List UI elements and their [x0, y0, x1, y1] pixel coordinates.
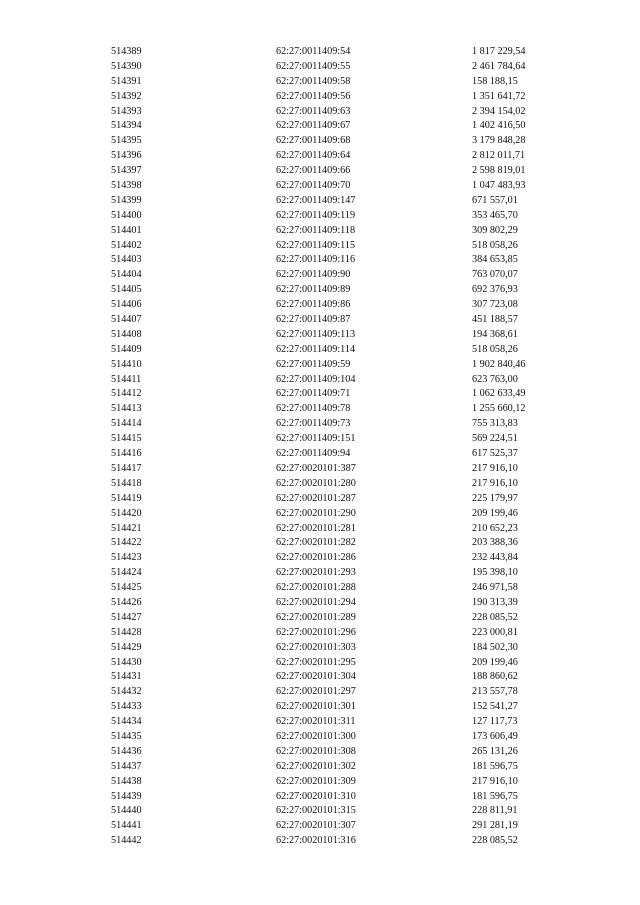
table-row	[0, 536, 640, 551]
table-row	[0, 283, 640, 298]
cadastral-number-cell: 62:27:0020101:308	[276, 745, 356, 757]
amount-cell: 181 596,75	[472, 760, 518, 772]
amount-cell: 2 598 819,01	[472, 165, 526, 177]
table-row	[0, 760, 640, 775]
row-number-cell: 514436	[111, 745, 142, 757]
row-number-cell: 514441	[111, 820, 142, 832]
row-number-cell: 514390	[111, 60, 142, 72]
amount-cell: 1 817 229,54	[472, 46, 526, 57]
amount-cell: 291 281,19	[472, 820, 518, 832]
cadastral-number-cell: 62:27:0011409:147	[276, 194, 356, 206]
table-row	[0, 670, 640, 685]
amount-cell: 755 313,83	[472, 418, 518, 430]
row-number-cell: 514423	[111, 552, 142, 564]
cadastral-number-cell: 62:27:0020101:287	[276, 492, 356, 504]
cadastral-number-cell: 62:27:0011409:89	[276, 284, 351, 296]
table-row	[0, 745, 640, 760]
cadastral-number-cell: 62:27:0011409:119	[276, 209, 356, 221]
row-number-cell: 514409	[111, 343, 142, 355]
row-number-cell: 514389	[111, 46, 142, 57]
amount-cell: 127 117,73	[472, 716, 518, 728]
row-number-cell: 514395	[111, 135, 142, 147]
row-number-cell: 514405	[111, 284, 142, 296]
table-row	[0, 477, 640, 492]
row-number-cell: 514426	[111, 596, 142, 608]
amount-cell: 2 461 784,64	[472, 60, 526, 72]
amount-cell: 158 188,15	[472, 75, 518, 87]
cadastral-number-cell: 62:27:0011409:118	[276, 224, 356, 236]
row-number-cell: 514425	[111, 582, 142, 594]
table-row	[0, 834, 640, 849]
table-row	[0, 149, 640, 164]
cadastral-number-cell: 62:27:0020101:282	[276, 537, 356, 549]
table-row	[0, 119, 640, 134]
amount-cell: 209 199,46	[472, 507, 518, 519]
cadastral-number-cell: 62:27:0020101:387	[276, 462, 356, 474]
amount-cell: 3 179 848,28	[472, 135, 526, 147]
amount-cell: 2 812 011,71	[472, 150, 526, 162]
table-row	[0, 387, 640, 402]
table-row	[0, 641, 640, 656]
cadastral-number-cell: 62:27:0011409:56	[276, 90, 351, 102]
cadastral-number-cell: 62:27:0011409:87	[276, 314, 351, 326]
amount-cell: 228 085,52	[472, 835, 518, 847]
amount-cell: 213 557,78	[472, 686, 518, 698]
cadastral-number-cell: 62:27:0020101:311	[276, 716, 356, 728]
cadastral-number-cell: 62:27:0011409:67	[276, 120, 351, 132]
row-number-cell: 514429	[111, 641, 142, 653]
table-row	[0, 611, 640, 626]
row-number-cell: 514416	[111, 448, 142, 460]
amount-cell: 763 070,07	[472, 269, 518, 281]
row-number-cell: 514435	[111, 730, 142, 742]
cadastral-number-cell: 62:27:0020101:280	[276, 477, 356, 489]
cadastral-number-cell: 62:27:0011409:64	[276, 150, 351, 162]
cadastral-number-cell: 62:27:0020101:281	[276, 522, 356, 534]
amount-cell: 309 802,29	[472, 224, 518, 236]
table-row	[0, 730, 640, 745]
table-row	[0, 268, 640, 283]
cadastral-number-cell: 62:27:0020101:315	[276, 805, 356, 817]
table-row	[0, 715, 640, 730]
amount-cell: 188 860,62	[472, 671, 518, 683]
row-number-cell: 514432	[111, 686, 142, 698]
amount-cell: 617 525,37	[472, 448, 518, 460]
row-number-cell: 514433	[111, 701, 142, 713]
row-number-cell: 514408	[111, 328, 142, 340]
table-row	[0, 194, 640, 209]
row-number-cell: 514412	[111, 388, 142, 400]
cadastral-number-cell: 62:27:0011409:104	[276, 373, 356, 385]
row-number-cell: 514393	[111, 105, 142, 117]
row-number-cell: 514430	[111, 656, 142, 668]
row-number-cell: 514414	[111, 418, 142, 430]
amount-cell: 194 368,61	[472, 328, 518, 340]
cadastral-number-cell: 62:27:0011409:86	[276, 299, 351, 311]
row-number-cell: 514440	[111, 805, 142, 817]
cadastral-number-cell: 62:27:0020101:301	[276, 701, 356, 713]
table-row	[0, 328, 640, 343]
table-row	[0, 358, 640, 373]
table-row	[0, 656, 640, 671]
amount-cell: 518 058,26	[472, 239, 518, 251]
table-row	[0, 298, 640, 313]
cadastral-number-cell: 62:27:0011409:114	[276, 343, 356, 355]
row-number-cell: 514391	[111, 75, 142, 87]
amount-cell: 232 443,84	[472, 552, 518, 564]
cadastral-number-cell: 62:27:0011409:90	[276, 269, 351, 281]
cadastral-number-cell: 62:27:0020101:310	[276, 790, 356, 802]
cadastral-number-cell: 62:27:0020101:288	[276, 582, 356, 594]
cadastral-number-cell: 62:27:0011409:94	[276, 448, 351, 460]
cadastral-number-cell: 62:27:0011409:113	[276, 328, 356, 340]
table-row	[0, 507, 640, 522]
amount-cell: 1 062 633,49	[472, 388, 526, 400]
amount-cell: 569 224,51	[472, 433, 518, 445]
table-row	[0, 75, 640, 90]
amount-cell: 692 376,93	[472, 284, 518, 296]
row-number-cell: 514399	[111, 194, 142, 206]
table-row	[0, 343, 640, 358]
amount-cell: 173 606,49	[472, 730, 518, 742]
table-row	[0, 581, 640, 596]
row-number-cell: 514407	[111, 314, 142, 326]
cadastral-number-cell: 62:27:0011409:116	[276, 254, 356, 266]
table-row	[0, 209, 640, 224]
cadastral-number-cell: 62:27:0011409:54	[276, 46, 351, 57]
row-number-cell: 514437	[111, 760, 142, 772]
row-number-cell: 514394	[111, 120, 142, 132]
row-number-cell: 514428	[111, 626, 142, 638]
cadastral-number-cell: 62:27:0020101:304	[276, 671, 356, 683]
amount-cell: 181 596,75	[472, 790, 518, 802]
table-row	[0, 596, 640, 611]
amount-cell: 217 916,10	[472, 775, 518, 787]
cadastral-number-cell: 62:27:0020101:293	[276, 567, 356, 579]
table-row	[0, 775, 640, 790]
row-number-cell: 514404	[111, 269, 142, 281]
amount-cell: 228 811,91	[472, 805, 518, 817]
amount-cell: 353 465,70	[472, 209, 518, 221]
cadastral-number-cell: 62:27:0011409:151	[276, 433, 356, 445]
row-number-cell: 514431	[111, 671, 142, 683]
amount-cell: 518 058,26	[472, 343, 518, 355]
row-number-cell: 514421	[111, 522, 142, 534]
amount-cell: 1 351 641,72	[472, 90, 526, 102]
amount-cell: 1 047 483,93	[472, 180, 526, 192]
amount-cell: 451 188,57	[472, 314, 518, 326]
cadastral-number-cell: 62:27:0020101:303	[276, 641, 356, 653]
cadastral-number-cell: 62:27:0020101:290	[276, 507, 356, 519]
table-row	[0, 522, 640, 537]
cadastral-number-cell: 62:27:0020101:307	[276, 820, 356, 832]
amount-cell: 223 000,81	[472, 626, 518, 638]
table-row	[0, 447, 640, 462]
cadastral-number-cell: 62:27:0011409:63	[276, 105, 351, 117]
cadastral-number-cell: 62:27:0011409:71	[276, 388, 351, 400]
row-number-cell: 514424	[111, 567, 142, 579]
table-row	[0, 239, 640, 254]
table-row	[0, 60, 640, 75]
cadastral-number-cell: 62:27:0011409:55	[276, 60, 351, 72]
table-row	[0, 253, 640, 268]
amount-cell: 210 652,23	[472, 522, 518, 534]
cadastral-number-cell: 62:27:0020101:309	[276, 775, 356, 787]
table-row	[0, 432, 640, 447]
row-number-cell: 514392	[111, 90, 142, 102]
amount-cell: 225 179,97	[472, 492, 518, 504]
row-number-cell: 514396	[111, 150, 142, 162]
data-table	[0, 45, 640, 849]
table-row	[0, 134, 640, 149]
amount-cell: 190 313,39	[472, 596, 518, 608]
cadastral-number-cell: 62:27:0020101:297	[276, 686, 356, 698]
row-number-cell: 514419	[111, 492, 142, 504]
cadastral-number-cell: 62:27:0020101:302	[276, 760, 356, 772]
table-row	[0, 105, 640, 120]
row-number-cell: 514406	[111, 299, 142, 311]
amount-cell: 2 394 154,02	[472, 105, 526, 117]
table-row	[0, 373, 640, 388]
row-number-cell: 514411	[111, 373, 142, 385]
row-number-cell: 514427	[111, 611, 142, 623]
row-number-cell: 514422	[111, 537, 142, 549]
amount-cell: 384 653,85	[472, 254, 518, 266]
row-number-cell: 514420	[111, 507, 142, 519]
table-row	[0, 566, 640, 581]
amount-cell: 623 763,00	[472, 373, 518, 385]
cadastral-number-cell: 62:27:0020101:294	[276, 596, 356, 608]
amount-cell: 1 402 416,50	[472, 120, 526, 132]
row-number-cell: 514410	[111, 358, 142, 370]
cadastral-number-cell: 62:27:0011409:68	[276, 135, 351, 147]
amount-cell: 307 723,08	[472, 299, 518, 311]
row-number-cell: 514398	[111, 180, 142, 192]
table-row	[0, 462, 640, 477]
table-row	[0, 790, 640, 805]
row-number-cell: 514418	[111, 477, 142, 489]
cadastral-number-cell: 62:27:0011409:58	[276, 75, 351, 87]
amount-cell: 671 557,01	[472, 194, 518, 206]
row-number-cell: 514442	[111, 835, 142, 847]
table-row	[0, 90, 640, 105]
amount-cell: 228 085,52	[472, 611, 518, 623]
table-row	[0, 224, 640, 239]
table-row	[0, 700, 640, 715]
row-number-cell: 514434	[111, 716, 142, 728]
cadastral-number-cell: 62:27:0020101:295	[276, 656, 356, 668]
row-number-cell: 514439	[111, 790, 142, 802]
cadastral-number-cell: 62:27:0020101:286	[276, 552, 356, 564]
table-row	[0, 45, 640, 60]
table-row	[0, 804, 640, 819]
cadastral-number-cell: 62:27:0011409:59	[276, 358, 351, 370]
table-row	[0, 685, 640, 700]
table-row	[0, 417, 640, 432]
cadastral-number-cell: 62:27:0011409:73	[276, 418, 351, 430]
row-number-cell: 514413	[111, 403, 142, 415]
amount-cell: 203 388,36	[472, 537, 518, 549]
table-row	[0, 492, 640, 507]
table-row	[0, 402, 640, 417]
cadastral-number-cell: 62:27:0011409:78	[276, 403, 351, 415]
row-number-cell: 514417	[111, 462, 142, 474]
row-number-cell: 514400	[111, 209, 142, 221]
row-number-cell: 514415	[111, 433, 142, 445]
amount-cell: 265 131,26	[472, 745, 518, 757]
amount-cell: 1 255 660,12	[472, 403, 526, 415]
table-row	[0, 819, 640, 834]
table-row	[0, 179, 640, 194]
amount-cell: 246 971,58	[472, 582, 518, 594]
table-row	[0, 626, 640, 641]
table-row	[0, 551, 640, 566]
cadastral-number-cell: 62:27:0011409:115	[276, 239, 356, 251]
row-number-cell: 514438	[111, 775, 142, 787]
amount-cell: 184 502,30	[472, 641, 518, 653]
amount-cell: 209 199,46	[472, 656, 518, 668]
cadastral-number-cell: 62:27:0020101:316	[276, 835, 356, 847]
row-number-cell: 514397	[111, 165, 142, 177]
amount-cell: 217 916,10	[472, 462, 518, 474]
amount-cell: 195 398,10	[472, 567, 518, 579]
cadastral-number-cell: 62:27:0020101:300	[276, 730, 356, 742]
row-number-cell: 514401	[111, 224, 142, 236]
cadastral-number-cell: 62:27:0011409:70	[276, 180, 351, 192]
amount-cell: 1 902 840,46	[472, 358, 526, 370]
amount-cell: 152 541,27	[472, 701, 518, 713]
amount-cell: 217 916,10	[472, 477, 518, 489]
row-number-cell: 514403	[111, 254, 142, 266]
cadastral-number-cell: 62:27:0020101:289	[276, 611, 356, 623]
row-number-cell: 514402	[111, 239, 142, 251]
cadastral-number-cell: 62:27:0020101:296	[276, 626, 356, 638]
cadastral-number-cell: 62:27:0011409:66	[276, 165, 351, 177]
table-row	[0, 164, 640, 179]
table-row	[0, 313, 640, 328]
